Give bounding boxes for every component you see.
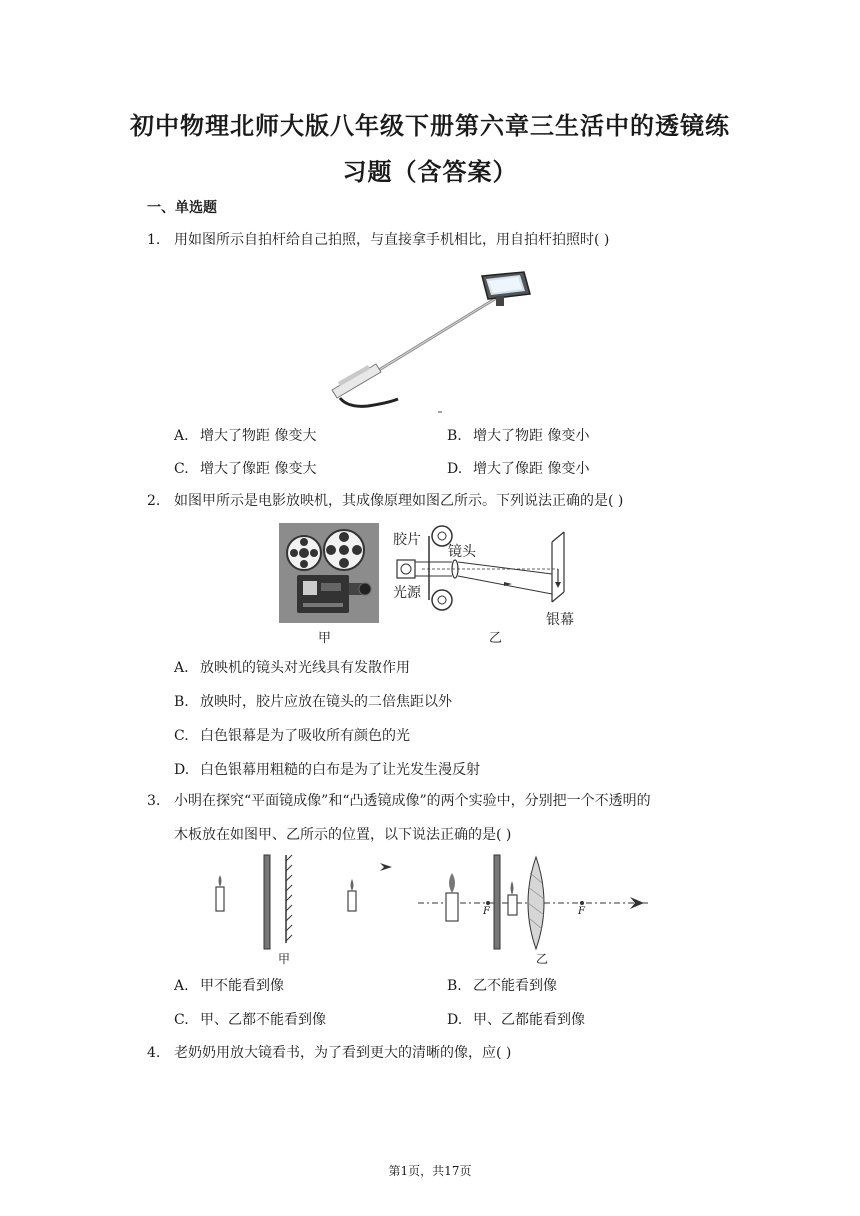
figure-yi-label: 乙 bbox=[489, 631, 503, 646]
q3-option-c[interactable]: C. 甲、乙都不能看到像 bbox=[174, 1012, 326, 1028]
question-2-text: 如图甲所示是电影放映机，其成像原理如图乙所示。下列说法正确的是( ) bbox=[174, 493, 624, 509]
q1-option-a[interactable]: A. 增大了物距 像变大 bbox=[174, 428, 317, 444]
section-heading: 一、单选题 bbox=[147, 200, 217, 216]
page-footer: 第1页，共17页 bbox=[388, 1164, 472, 1178]
figure-3-yi-label: 乙 bbox=[536, 952, 549, 966]
label-light-source: 光源 bbox=[393, 585, 421, 601]
q1-option-c[interactable]: C. 增大了像距 像变大 bbox=[174, 461, 317, 477]
figure-jia-label: 甲 bbox=[318, 631, 332, 646]
question-2-number: 2. bbox=[147, 493, 161, 509]
label-lens: 镜头 bbox=[448, 544, 476, 560]
question-4-text: 老奶奶用放大镜看书，为了看到更大的清晰的像，应( ) bbox=[174, 1045, 512, 1061]
focal-point-label-1: F bbox=[483, 906, 490, 917]
q1-option-b[interactable]: B. 增大了物距 像变小 bbox=[447, 428, 590, 444]
page-title-line2: 习题（含答案） bbox=[342, 158, 518, 186]
question-1-text: 用如图所示自拍杆给自己拍照，与直接拿手机相比，用自拍杆拍照时( ) bbox=[174, 232, 610, 248]
question-4-number: 4. bbox=[147, 1045, 161, 1061]
q3-option-d[interactable]: D. 甲、乙都能看到像 bbox=[447, 1012, 585, 1028]
q2-option-c[interactable]: C. 白色银幕是为了吸收所有颜色的光 bbox=[174, 728, 410, 744]
q2-option-d[interactable]: D. 白色银幕用粗糙的白布是为了让光发生漫反射 bbox=[174, 762, 480, 778]
page-title-line1: 初中物理北师大版八年级下册第六章三生活中的透镜练 bbox=[130, 112, 730, 140]
projector-image bbox=[279, 523, 379, 623]
figure-3-jia-label: 甲 bbox=[278, 952, 291, 966]
question-3-number: 3. bbox=[147, 793, 161, 809]
question-1-number: 1. bbox=[147, 232, 161, 248]
question-3-text-line1: 小明在探究“平面镜成像”和“凸透镜成像”的两个实验中，分别把一个不透明的 bbox=[174, 793, 651, 809]
label-screen: 银幕 bbox=[546, 612, 574, 628]
q3-option-b[interactable]: B. 乙不能看到像 bbox=[447, 978, 557, 994]
q2-option-b[interactable]: B. 放映时，胶片应放在镜头的二倍焦距以外 bbox=[174, 694, 452, 710]
convex-lens-diagram bbox=[418, 853, 650, 953]
selfie-stick-figure bbox=[318, 262, 544, 414]
q2-option-a[interactable]: A. 放映机的镜头对光线具有发散作用 bbox=[174, 660, 410, 676]
q3-option-a[interactable]: A. 甲不能看到像 bbox=[174, 978, 284, 994]
focal-point-label-2: F bbox=[578, 906, 585, 917]
label-film: 胶片 bbox=[393, 532, 421, 548]
question-3-text-line2: 木板放在如图甲、乙所示的位置，以下说法正确的是( ) bbox=[174, 827, 512, 843]
plane-mirror-diagram bbox=[208, 853, 394, 953]
q1-option-d[interactable]: D. 增大了像距 像变小 bbox=[447, 461, 590, 477]
